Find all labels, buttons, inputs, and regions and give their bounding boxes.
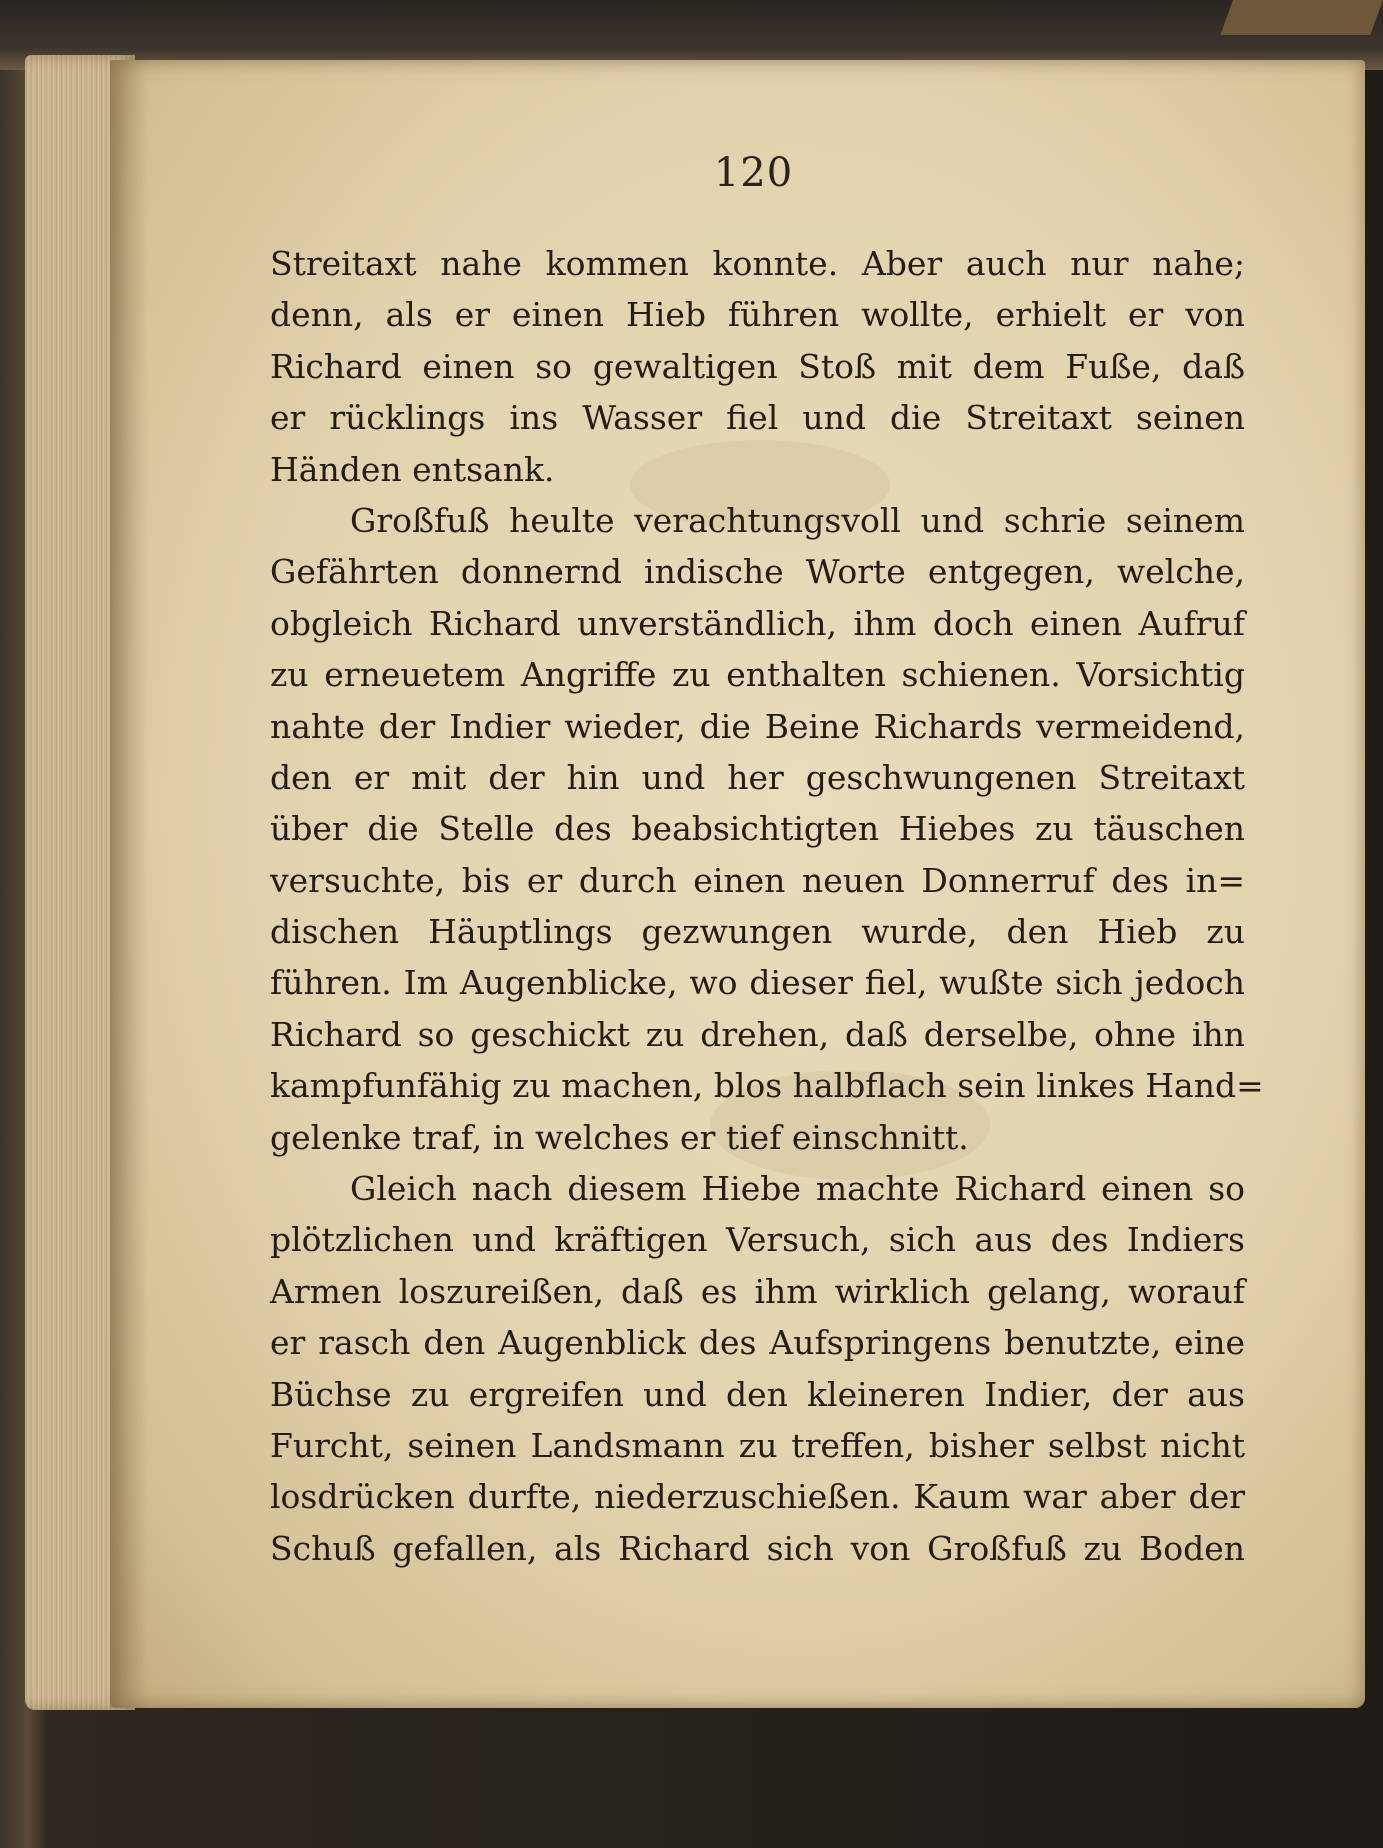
text-line: losdrücken durfte, niederzuschießen. Kaum war aber der <box>270 1477 1245 1517</box>
text-line: über die Stelle des beabsichtigten Hiebes zu täuschen <box>270 809 1245 849</box>
gutter-shadow <box>110 60 150 1708</box>
text-line: Büchse zu ergreifen und den kleineren Indier, der aus <box>270 1374 1245 1414</box>
text-line: Gefährten donnernd indische Worte entgegen, welche, <box>270 552 1245 592</box>
page-number-text: 120 <box>713 150 794 196</box>
text-line: Richard einen so gewaltigen Stoß mit dem Fuße, daß <box>270 346 1245 386</box>
text-line: Armen loszureißen, daß es ihm wirklich gelang, worauf <box>270 1271 1245 1311</box>
text-line: nahte der Indier wieder, die Beine Richards vermeidend, <box>270 706 1245 746</box>
text-line: versuchte, bis er durch einen neuen Donnerruf des in= <box>270 860 1245 900</box>
book-page <box>110 60 1365 1708</box>
cover-corner <box>1220 0 1383 35</box>
text-line: denn, als er einen Hieb führen wollte, erhielt er von <box>270 295 1245 335</box>
text-line: Streitaxt nahe kommen konnte. Aber auch nur nahe; <box>270 244 1245 283</box>
text-line: obgleich Richard unverständlich, ihm doch einen Aufruf <box>270 603 1245 643</box>
text-line: gelenke traf, in welches er tief einschnitt. <box>270 1117 969 1157</box>
text-line: zu erneuetem Angriffe zu enthalten schienen. Vorsichtig <box>270 655 1245 695</box>
text-line: er rücklings ins Wasser fiel und die Streitaxt seinen <box>270 398 1245 438</box>
body-text <box>270 238 1264 1574</box>
text-line: Großfuß heulte verachtungsvoll und schrie seinem <box>350 500 1245 540</box>
text-line: Händen entsank. <box>270 449 555 489</box>
text-line: Gleich nach diesem Hiebe machte Richard einen so <box>350 1169 1245 1209</box>
text-line: Richard so geschickt zu drehen, daß derselbe, ohne ihn <box>270 1014 1245 1054</box>
text-line: Furcht, seinen Landsmann zu treffen, bisher selbst nicht <box>270 1425 1245 1465</box>
text-line: Schuß gefallen, als Richard sich von Großfuß zu Boden <box>270 1528 1245 1568</box>
text-line: plötzlichen und kräftigen Versuch, sich aus des Indiers <box>270 1220 1245 1260</box>
page-number <box>110 150 1365 196</box>
text-line: kampfunfähig zu machen, blos halbflach sein linkes Hand= <box>270 1066 1264 1106</box>
text-line: führen. Im Augenblicke, wo dieser fiel, wußte sich jedoch <box>270 963 1245 1003</box>
text-line: dischen Häuptlings gezwungen wurde, den Hieb zu <box>270 912 1245 952</box>
text-line: den er mit der hin und her geschwungenen Streitaxt <box>270 757 1245 797</box>
text-line: er rasch den Augenblick des Aufspringens benutzte, eine <box>270 1323 1245 1363</box>
